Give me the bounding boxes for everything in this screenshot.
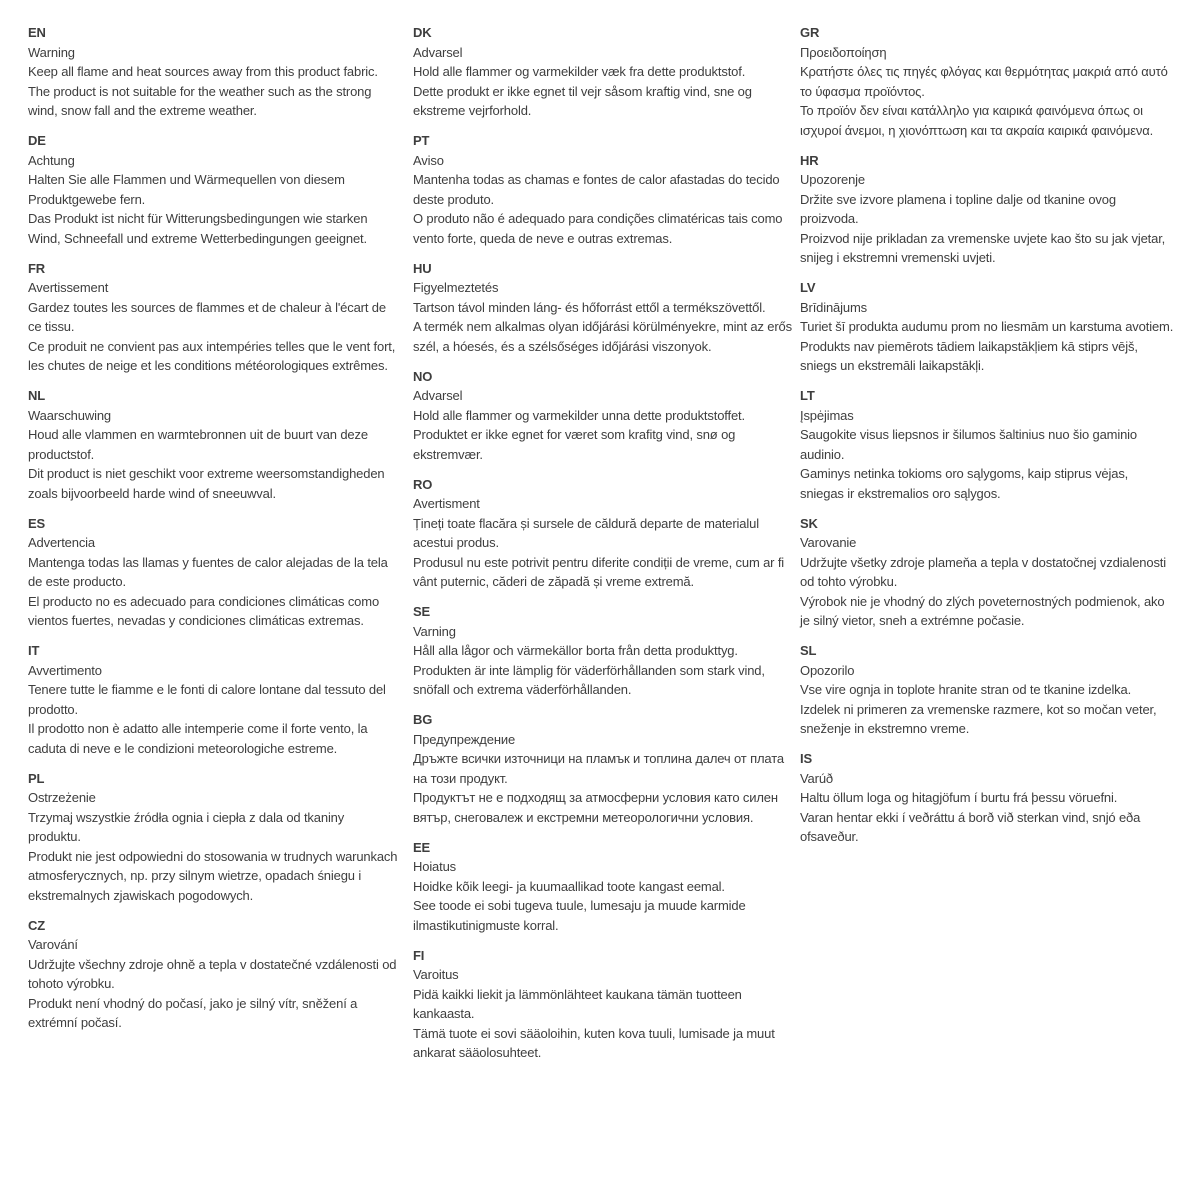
warning-title: Warning — [28, 44, 75, 60]
warning-paragraph: Halten Sie alle Flammen und Wärmequellen von diesem Produktgewebe fern. — [28, 172, 345, 207]
warning-paragraph: Gaminys netinka tokioms oro sąlygoms, kaip stiprus vėjas, sniegas ir ekstremalios oro sąlygos. — [800, 466, 1129, 501]
language-code: NO — [413, 368, 433, 384]
warning-title: Предупреждение — [413, 731, 516, 747]
warning-title: Varning — [413, 623, 456, 639]
warning-paragraph: Varan hentar ekki í veðráttu á borð við sterkan vind, snjó eða ofsaveður. — [800, 809, 1141, 844]
warning-title: Advarsel — [413, 388, 463, 403]
warning-paragraph: Produkt není vhodný do počasí, jako je silný vítr, sněžení a extrémní počasí. — [28, 995, 358, 1030]
language-code: IS — [800, 751, 812, 766]
warning-section-BG — [413, 710, 793, 827]
warning-paragraph: Držite sve izvore plamena i topline dalje od tkanine ovog proizvoda. — [800, 191, 1116, 226]
language-code: EE — [413, 839, 431, 855]
warning-paragraph: Το προϊόν δεν είναι κατάλληλο για καιρικά φαινόμενα όπως οι ισχυροί άνεμοι, η χιονόπτωση και τα ακραία καιρικά φαινόμενα. — [800, 103, 1154, 138]
warning-paragraph: Tenere tutte le fiamme e le fonti di calore lontane dal tessuto del prodotto. — [28, 682, 386, 717]
warning-section-CZ — [28, 916, 400, 1033]
warning-title: Varoitus — [413, 967, 459, 982]
warning-section-PL — [28, 769, 400, 906]
language-code: LV — [800, 280, 816, 295]
warning-paragraph: Houd alle vlammen en warmtebronnen uit de buurt van deze productstof. — [28, 427, 368, 462]
warning-title: Προειδοποίηση — [800, 44, 887, 60]
warning-title: Varúð — [800, 770, 833, 786]
warning-paragraph: Trzymaj wszystkie źródła ognia i ciepła z dala od tkaniny produktu. — [28, 809, 345, 844]
warning-title: Hoiatus — [413, 859, 457, 874]
warning-title: Brīdinājums — [800, 299, 867, 315]
warning-paragraph: Il prodotto non è adatto alle intemperie come il forte vento, la caduta di neve e le condizioni meteorologiche estreme. — [28, 721, 368, 756]
warning-paragraph: Tartson távol minden láng- és hőforrást ettől a termékszövettől. — [413, 299, 766, 315]
warning-section-FR — [28, 259, 400, 376]
warning-paragraph: Proizvod nije prikladan za vremenske uvjete kao što su jak vjetar, snijeg i ekstremni vremenski uvjeti. — [800, 230, 1166, 265]
warning-section-HR — [800, 151, 1174, 268]
warning-section-DE — [28, 131, 400, 248]
warning-paragraph: Tämä tuote ei sovi sääoloihin, kuten kova tuuli, lumisade ja muut ankarat sääolosuhteet. — [413, 1025, 775, 1060]
warning-title: Aviso — [413, 152, 444, 168]
warning-title: Achtung — [28, 152, 75, 168]
language-code: DK — [413, 25, 432, 40]
warning-section-DK — [413, 23, 793, 121]
warning-section-LT — [800, 386, 1174, 503]
language-code: PL — [28, 770, 45, 786]
language-code: CZ — [28, 917, 46, 933]
warning-paragraph: Κρατήστε όλες τις πηγές φλόγας και θερμότητας μακριά από αυτό το ύφασμα προϊόντος. — [800, 64, 1168, 99]
language-code: FR — [28, 260, 46, 276]
language-code: SL — [800, 643, 817, 658]
language-code: HR — [800, 152, 819, 168]
warning-paragraph: Produktet er ikke egnet for været som krafitg vind, snø og ekstremvær. — [413, 427, 736, 462]
language-code: RO — [413, 476, 433, 492]
warning-paragraph: Dette produkt er ikke egnet til vejr såsom kraftig vind, sne og ekstreme vejrforhold. — [413, 83, 752, 118]
language-code: PT — [413, 133, 430, 148]
warning-paragraph: The product is not suitable for the weather such as the strong wind, snow fall and the extreme weather. — [28, 83, 372, 118]
warning-paragraph: Izdelek ni primeren za vremenske razmere, kot so močan veter, sneženje in ekstremno vreme. — [800, 701, 1157, 736]
warning-paragraph: Продуктът не е подходящ за атмосферни условия като силен вятър, снеговалеж и екстремни метеорологични условия. — [413, 790, 778, 825]
warning-title: Įspėjimas — [800, 407, 854, 423]
warning-section-EE — [413, 838, 793, 936]
warning-section-IT — [28, 641, 400, 758]
warning-paragraph: Produsul nu este potrivit pentru diferite condiții de vreme, cum ar fi vânt puternic, căderi de zăpadă și vreme extremă. — [413, 554, 785, 589]
warning-title: Avertisment — [413, 496, 480, 511]
language-code: EN — [28, 25, 46, 40]
warning-section-GR — [800, 23, 1174, 140]
warning-paragraph: Keep all flame and heat sources away from this product fabric. — [28, 64, 378, 79]
warning-title: Opozorilo — [800, 662, 855, 678]
warning-column-left — [28, 23, 400, 1043]
warning-section-ES — [28, 514, 400, 631]
language-code: BG — [413, 712, 433, 727]
warning-section-SK — [800, 514, 1174, 631]
warning-paragraph: Výrobok nie je vhodný do zlých poveternostných podmienok, ako je silný vietor, sneh a extrémne počasie. — [800, 593, 1165, 628]
warning-paragraph: El producto no es adecuado para condiciones climáticas como vientos fuertes, nevadas y condiciones climáticas extremas. — [28, 593, 380, 628]
warning-paragraph: Udržujte všechny zdroje ohně a tepla v dostatečné vzdálenosti od tohoto výrobku. — [28, 956, 397, 991]
warning-paragraph: Haltu öllum loga og hitagjöfum í burtu frá þessu vöruefni. — [800, 790, 1118, 805]
warning-section-PT — [413, 131, 793, 248]
warning-paragraph: Hold alle flammer og varmekilder væk fra dette produktstof. — [413, 64, 746, 79]
warning-section-HU — [413, 259, 793, 357]
warning-section-SE — [413, 602, 793, 700]
warning-title: Ostrzeżenie — [28, 790, 96, 805]
warning-paragraph: Ce produit ne convient pas aux intempéries telles que le vent fort, les chutes de neige et les conditions météorologiques extrêmes. — [28, 338, 396, 373]
language-code: IT — [28, 643, 40, 658]
warning-title: Waarschuwing — [28, 407, 111, 423]
warning-paragraph: Gardez toutes les sources de flammes et de chaleur à l'écart de ce tissu. — [28, 299, 386, 334]
language-code: GR — [800, 25, 820, 40]
warning-paragraph: O produto não é adequado para condições climatéricas tais como vento forte, queda de neve e outras extremas. — [413, 211, 783, 246]
language-code: NL — [28, 388, 46, 403]
warning-paragraph: Дръжте всички източници на пламък и топлина далеч от плата на този продукт. — [413, 751, 784, 786]
warning-section-NO — [413, 367, 793, 465]
warning-paragraph: Mantenha todas as chamas e fontes de calor afastadas do tecido deste produto. — [413, 172, 780, 207]
warning-paragraph: Saugokite visus liepsnos ir šilumos šaltinius nuo šio gaminio audinio. — [800, 427, 1137, 462]
warning-paragraph: Produkten är inte lämplig för väderförhållanden som stark vind, snöfall och extrema väderförhållanden. — [413, 662, 765, 697]
warning-paragraph: Udržujte všetky zdroje plameňa a tepla v dostatočnej vzdialenosti od tohto výrobku. — [800, 554, 1167, 589]
language-code: LT — [800, 388, 815, 403]
warning-section-IS — [800, 749, 1174, 847]
language-code: DE — [28, 133, 46, 148]
warning-section-SL — [800, 641, 1174, 739]
warning-title: Varování — [28, 937, 78, 952]
warning-paragraph: Hoidke kõik leegi- ja kuumaallikad toote kangast eemal. — [413, 878, 725, 894]
warning-title: Avvertimento — [28, 662, 102, 678]
warning-title: Advertencia — [28, 535, 95, 550]
warning-title: Varovanie — [800, 535, 857, 550]
language-code: SK — [800, 515, 818, 531]
warning-paragraph: A termék nem alkalmas olyan időjárási körülményekre, mint az erős szél, a hóesés, és a szélsőséges időjárási viszonyok. — [413, 319, 792, 354]
warning-title: Advarsel — [413, 44, 463, 60]
warning-paragraph: Vse vire ognja in toplote hranite stran od te tkanine izdelka. — [800, 682, 1132, 697]
warning-paragraph: Turiet šī produkta audumu prom no liesmām un karstuma avotiem. — [800, 319, 1174, 334]
warning-section-FI — [413, 946, 793, 1063]
warning-paragraph: Das Produkt ist nicht für Witterungsbedingungen wie starken Wind, Schneefall und extreme Wetterbedingungen geeignet. — [28, 211, 368, 246]
warning-paragraph: Produkt nie jest odpowiedni do stosowania w trudnych warunkach atmosferycznych, np. przy silnym wietrze, opadach śniegu i ekstremalnych zjawiskach pogodowych. — [28, 848, 398, 903]
warning-paragraph: Håll alla lågor och värmekällor borta från detta produkttyg. — [413, 643, 738, 658]
warning-column-right — [800, 23, 1174, 857]
warning-paragraph: Hold alle flammer og varmekilder unna dette produktstoffet. — [413, 407, 745, 423]
warning-paragraph: See toode ei sobi tugeva tuule, lumesaju ja muude karmide ilmastikutinigmuste korral. — [413, 898, 746, 933]
warning-title: Figyelmeztetés — [413, 280, 499, 295]
warning-section-RO — [413, 475, 793, 592]
warning-paragraph: Pidä kaikki liekit ja lämmönlähteet kaukana tämän tuotteen kankaasta. — [413, 986, 742, 1021]
warning-paragraph: Produkts nav piemērots tādiem laikapstākļiem kā stiprs vējš, sniegs un ekstremāli laikapstākļi. — [800, 338, 1138, 373]
warning-section-LV — [800, 278, 1174, 376]
warning-column-middle — [413, 23, 793, 1073]
warning-paragraph: Mantenga todas las llamas y fuentes de calor alejadas de la tela de este producto. — [28, 554, 388, 589]
warning-paragraph: Dit product is niet geschikt voor extreme weersomstandigheden zoals bijvoorbeeld harde wind of sneeuwval. — [28, 466, 385, 501]
warning-section-EN — [28, 23, 400, 121]
warning-title: Avertissement — [28, 280, 109, 295]
warning-section-NL — [28, 386, 400, 503]
warning-paragraph: Țineți toate flacăra și sursele de căldură departe de materialul acestui produs. — [413, 515, 759, 550]
language-code: FI — [413, 947, 425, 963]
language-code: HU — [413, 260, 432, 276]
warning-title: Upozorenje — [800, 172, 865, 187]
language-code: SE — [413, 604, 431, 619]
language-code: ES — [28, 515, 46, 531]
